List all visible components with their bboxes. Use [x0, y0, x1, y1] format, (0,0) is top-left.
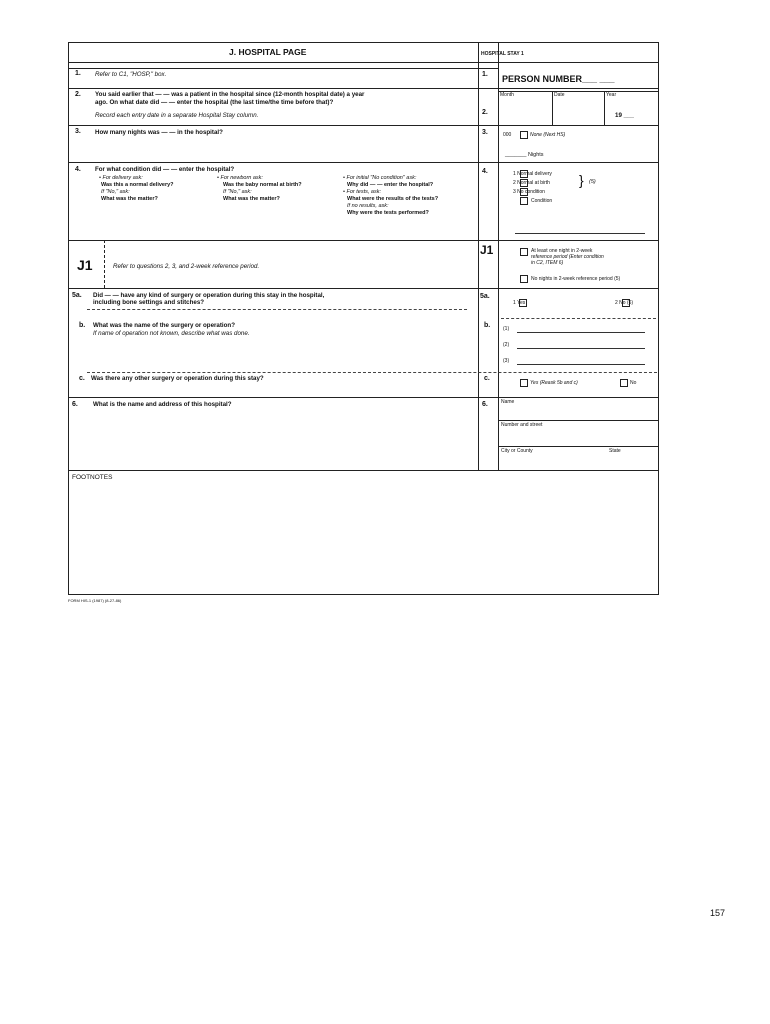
page-title: J. HOSPITAL PAGE [229, 47, 307, 57]
op2-label: (2) [503, 342, 510, 348]
q2-instruction: Record each entry date in a separate Hospital Stay column. [95, 112, 259, 119]
operation-1-field[interactable] [517, 332, 645, 333]
j1-opt1-line1: At least one night in 2-week [531, 248, 593, 254]
q2-line1: You said earlier that — — was a patient in the hospital since (12-month hospital date) a year [95, 91, 365, 98]
city-field[interactable]: City or County [501, 448, 533, 454]
q3-code: 000 [503, 132, 512, 138]
q4-col1-l4: What was the matter? [101, 196, 158, 202]
q1-right-number: 1. [482, 71, 488, 78]
q3-text: How many nights was — — in the hospital? [95, 129, 223, 136]
q1-text: Refer to C1, "HOSP," box. [95, 71, 167, 78]
condition-checkbox[interactable] [520, 197, 528, 205]
q3-right-number: 3. [482, 129, 488, 136]
q3-number: 3. [75, 128, 81, 135]
hospital-name-field[interactable]: Name [501, 399, 515, 405]
q4-col3-l3: • For tests, ask: [343, 189, 381, 195]
month-label: Month [500, 92, 514, 98]
year-label: Year [606, 92, 617, 98]
date-label: Date [554, 92, 565, 98]
q4-col3-l4: What were the results of the tests? [347, 196, 439, 202]
q6-right-number: 6. [482, 401, 488, 408]
j1-opt1-line2: reference period (Enter condition [531, 254, 604, 260]
q4-col2-l1: • For newborn ask: [217, 175, 263, 181]
normal-delivery-label: 1 Normal delivery [513, 171, 552, 177]
surgery-no-label: 2 No (6) [615, 300, 634, 306]
q5b-number: b. [79, 322, 86, 329]
q5c-text: Was there any other surgery or operation during this stay? [91, 375, 264, 382]
state-field[interactable]: State [609, 448, 621, 454]
q4-col1-l1: • For delivery ask: [99, 175, 143, 181]
other-surgery-yes-checkbox[interactable] [520, 379, 528, 387]
q5c-number: c. [79, 375, 85, 382]
other-surgery-yes-label: Yes (Reask 5b and c) [530, 380, 578, 386]
q4-col2-l4: What was the matter? [223, 196, 280, 202]
q5a-line1: Did — — have any kind of surgery or operation during this stay in the hospital, [93, 292, 325, 299]
q5c-right-number: c. [484, 375, 490, 382]
year-value[interactable]: 19 ___ [615, 112, 634, 119]
j1-text: Refer to questions 2, 3, and 2-week reference period. [113, 263, 260, 270]
j1-right-label: J1 [480, 243, 494, 257]
surgery-yes-label: 1 Yes [513, 300, 526, 306]
j1-opt1-line3: in C2, ITEM 6) [531, 260, 564, 266]
no-nights-checkbox[interactable] [520, 275, 528, 283]
q4-skip: (5) [589, 179, 596, 185]
q4-col3-l1: • For initial "No condition" ask: [343, 175, 417, 181]
other-surgery-no-label: No [630, 380, 637, 386]
q4-text: For what condition did — — enter the hospital? [95, 166, 235, 173]
street-field[interactable]: Number and street [501, 422, 543, 428]
q2-number: 2. [75, 91, 81, 98]
q6-number: 6. [72, 401, 78, 408]
none-label: None (Next HS) [530, 132, 566, 138]
at-least-one-night-checkbox[interactable] [520, 248, 528, 256]
person-number-field[interactable]: PERSON NUMBER___ ___ [502, 74, 615, 84]
other-surgery-no-checkbox[interactable] [620, 379, 628, 387]
normal-birth-label: 2 Normal at birth [513, 180, 550, 186]
form-id: FORM HIS-1 (1987) (8-27-86) [68, 598, 122, 603]
q1-number: 1. [75, 70, 81, 77]
brace-icon: } [579, 172, 584, 188]
condition-label: Condition [531, 198, 553, 204]
hospital-page-form [68, 42, 659, 595]
q4-number: 4. [75, 166, 81, 173]
none-checkbox[interactable] [520, 131, 528, 139]
q4-col3-l5: If no results, ask: [347, 203, 389, 209]
operation-2-field[interactable] [517, 348, 645, 349]
q5b-line1: What was the name of the surgery or operation? [93, 322, 235, 329]
operation-3-field[interactable] [517, 364, 645, 365]
q5b-line2: If name of operation not known, describe what was done. [93, 330, 250, 337]
j1-opt2: No nights in 2-week reference period (5) [531, 276, 621, 282]
q2-right-number: 2. [482, 109, 488, 116]
q4-col3-l2: Why did — — enter the hospital? [347, 182, 434, 188]
no-condition-label: 3 No condition [513, 189, 545, 195]
q4-col3-l6: Why were the tests performed? [347, 210, 429, 216]
q5a-line2: including bone settings and stitches? [93, 299, 205, 306]
hospital-stay-label: HOSPITAL STAY 1 [481, 51, 524, 57]
footnotes-label: FOOTNOTES [72, 474, 113, 481]
q5b-right-number: b. [484, 322, 491, 329]
q4-right-number: 4. [482, 168, 488, 175]
q4-col1-l3: If "No," ask: [101, 189, 130, 195]
q4-col2-l3: If "No," ask: [223, 189, 252, 195]
j1-label: J1 [77, 257, 93, 273]
q2-line2: ago. On what date did — — enter the hospital (the last time/the time before that)? [95, 99, 334, 106]
q5a-right-number: 5a. [480, 293, 490, 300]
q4-col2-l2: Was the baby normal at birth? [223, 182, 302, 188]
q6-text: What is the name and address of this hospital? [93, 401, 232, 408]
op1-label: (1) [503, 326, 510, 332]
op3-label: (3) [503, 358, 510, 364]
nights-field[interactable]: _______ Nights [505, 152, 544, 158]
page-number: 157 [710, 908, 726, 918]
q5a-number: 5a. [72, 292, 82, 299]
q4-col1-l2: Was this a normal delivery? [101, 182, 174, 188]
condition-blank[interactable] [515, 233, 645, 234]
